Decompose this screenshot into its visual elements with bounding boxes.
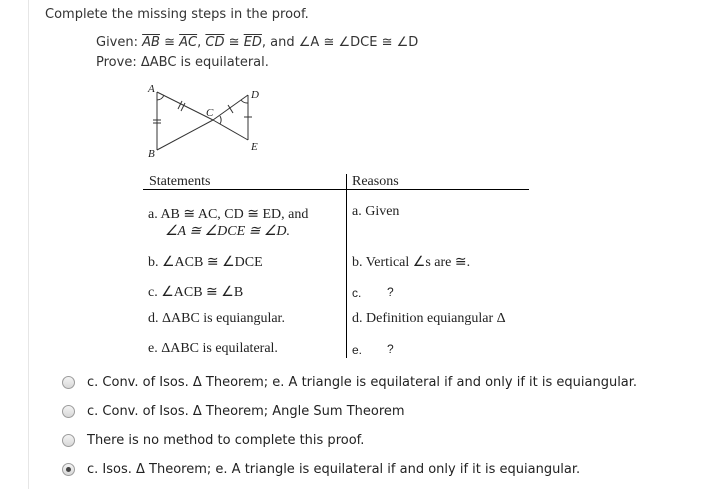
angle-arc-dce xyxy=(220,116,221,124)
statement-a-line2: ∠A ≅ ∠DCE ≅ ∠D. xyxy=(165,224,291,239)
segment-ce-line xyxy=(213,120,248,140)
segment-bc-line xyxy=(157,120,213,150)
triangle-diagram xyxy=(140,80,280,165)
choice-label: c. Conv. of Isos. Δ Theorem; Angle Sum Theorem xyxy=(87,404,405,419)
comma: , xyxy=(197,35,202,50)
radio-button-selected[interactable] xyxy=(62,463,75,476)
answer-choice-3[interactable] xyxy=(62,426,637,455)
reason-e-prefix: e. xyxy=(352,343,363,357)
answer-choice-2[interactable] xyxy=(62,397,637,426)
question-prompt: Complete the missing steps in the proof. xyxy=(45,7,309,22)
radio-button[interactable] xyxy=(62,376,75,389)
table-column-rule xyxy=(346,174,347,358)
segment-cd-line xyxy=(213,95,248,120)
vertex-label-d: D xyxy=(251,89,259,101)
answer-choice-4[interactable] xyxy=(62,455,637,484)
radio-button[interactable] xyxy=(62,434,75,447)
angle-arc-a xyxy=(157,95,164,100)
radio-button[interactable] xyxy=(62,405,75,418)
frame-left-border xyxy=(28,0,29,489)
reason-b: b. Vertical ∠s are ≅. xyxy=(352,255,471,270)
segment-ab: $\overline{AB}$ xyxy=(142,35,160,50)
table-header-rule xyxy=(143,189,529,190)
prove-statement: ΔABC is equilateral. xyxy=(140,55,269,70)
given-line xyxy=(96,35,418,50)
given-label: Given: xyxy=(96,35,138,50)
statements-header: Statements xyxy=(149,174,211,189)
answer-choices xyxy=(62,368,637,484)
vertex-label-b: B xyxy=(148,148,155,160)
segment-ac-line xyxy=(157,92,213,120)
reason-a: a. Given xyxy=(352,204,400,219)
given-angles: , and ∠A ≅ ∠DCE ≅ ∠D xyxy=(261,35,419,50)
reason-d: d. Definition equiangular Δ xyxy=(352,311,506,326)
vertex-label-c: C xyxy=(206,107,214,119)
congruent-symbol: ≅ xyxy=(164,35,175,50)
choice-label: c. Conv. of Isos. Δ Theorem; e. A triangle is equilateral if and only if it is equiangular. xyxy=(87,375,638,390)
segment-cd: $\overline{CD}$ xyxy=(205,35,225,50)
angle-arc-d xyxy=(241,100,248,103)
prove-label: Prove: xyxy=(96,55,137,70)
statement-e: e. ΔABC is equilateral. xyxy=(148,341,278,356)
statement-b: b. ∠ACB ≅ ∠DCE xyxy=(148,255,263,270)
congruent-symbol: ≅ xyxy=(228,35,240,50)
reason-c-missing: ? xyxy=(387,285,394,299)
answer-choice-1[interactable] xyxy=(62,368,637,397)
statement-a-line1: a. AB ≅ AC, CD ≅ ED, and xyxy=(148,207,309,222)
choice-label: c. Isos. Δ Theorem; e. A triangle is equilateral if and only if it is equiangular. xyxy=(87,462,581,477)
vertex-label-e: E xyxy=(251,141,258,153)
reason-e-missing: ? xyxy=(387,342,394,356)
reason-c-prefix: c. xyxy=(352,286,362,300)
choice-label: There is no method to complete this proof. xyxy=(87,433,365,448)
tick-mark xyxy=(178,101,182,109)
reasons-header: Reasons xyxy=(352,174,399,189)
segment-ed: $\overline{ED}$ xyxy=(243,35,262,50)
statement-d: d. ΔABC is equiangular. xyxy=(148,311,285,326)
vertex-label-a: A xyxy=(148,83,155,95)
statement-c: c. ∠ACB ≅ ∠B xyxy=(148,285,244,300)
proof-table xyxy=(143,172,529,360)
prove-line xyxy=(96,55,269,70)
segment-ac: $\overline{AC}$ xyxy=(179,35,198,50)
